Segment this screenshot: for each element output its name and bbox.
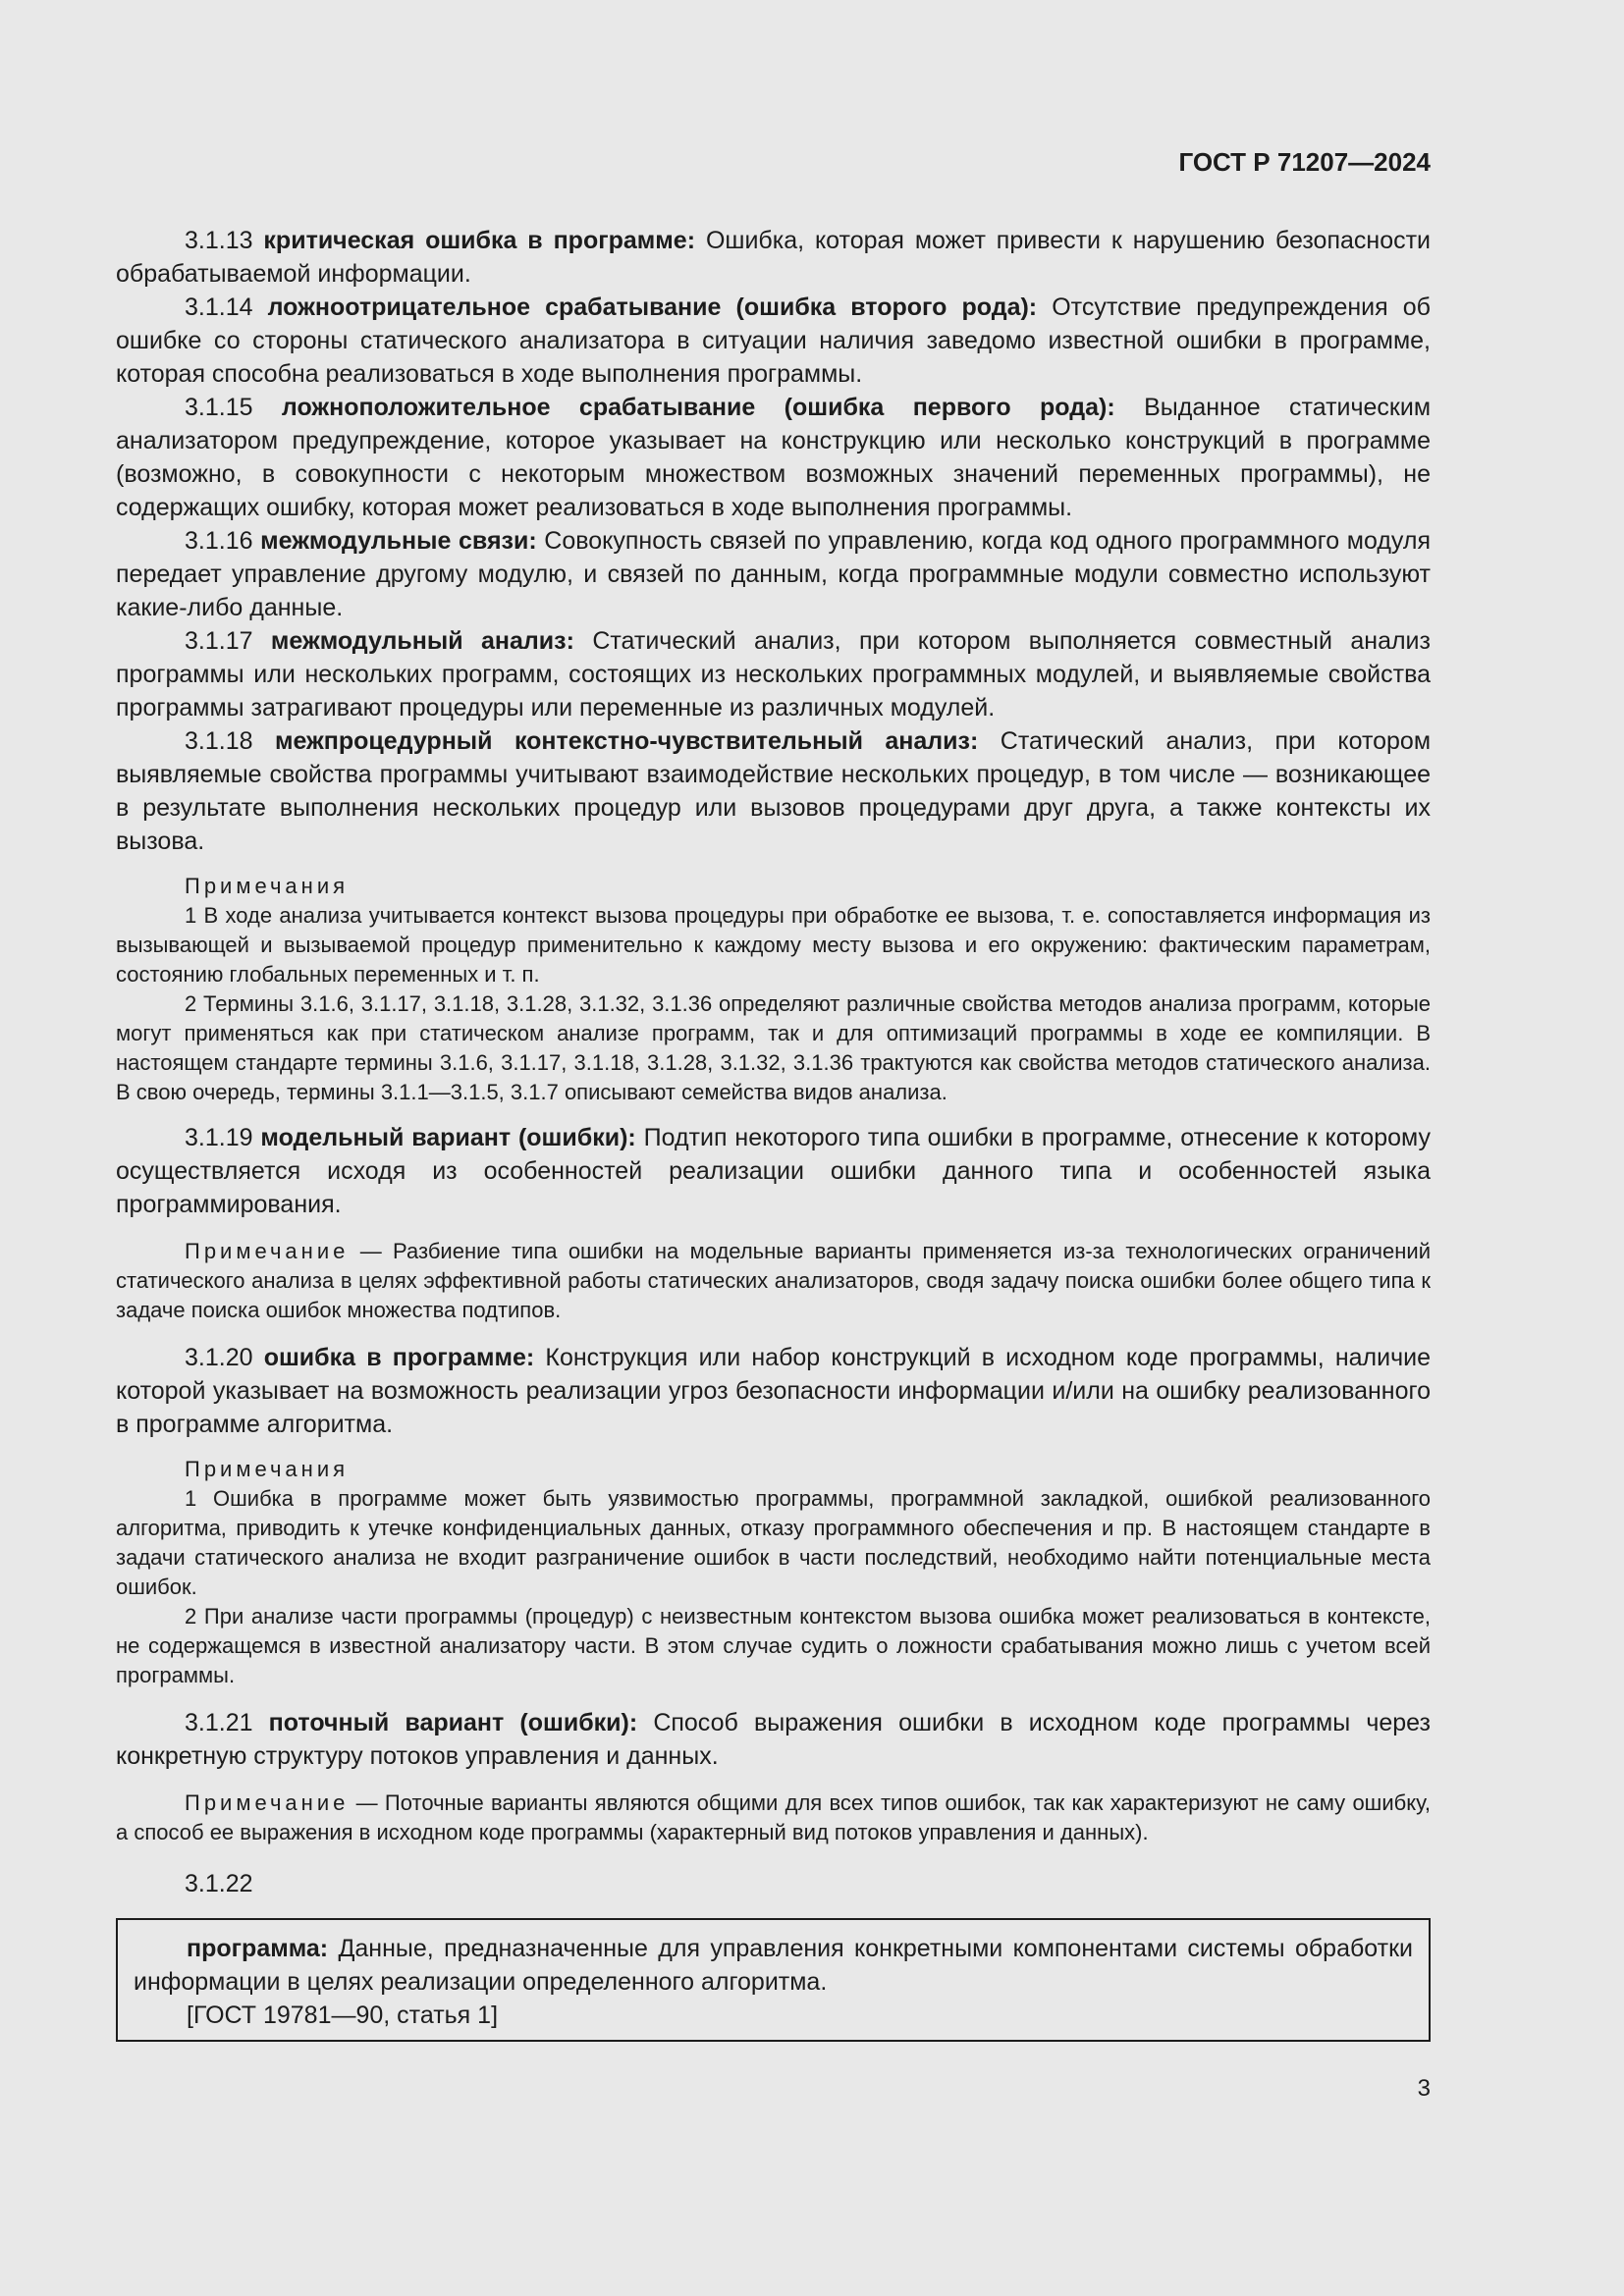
notes-block xyxy=(116,1455,1431,1690)
term-definition: Статический анализ, при котором выявляемые свойства программы учитывают взаимодействие нескольких процедур, в том числе — возникающее в результате выполнения нескольких процедур или вызовов процедурами друг друга, а также контексты их вызова. xyxy=(116,727,1432,855)
term-name: межпроцедурный контекстно-чувствительный анализ: xyxy=(274,727,979,755)
term-definition: Совокупность связей по управлению, когда код одного программного модуля передает управление другому модулю, и связей по данным, когда программные модули совместно используют какие-либо данные. xyxy=(116,527,1431,621)
term-definition: Статический анализ, при котором выполняется совместный анализ программы или нескольких программ, состоящих из нескольких программных модулей, и выявляемые свойства программы затрагивают процедуры или переменные из различных модулей. xyxy=(116,627,1431,721)
term-name: ложноотрицательное срабатывание (ошибка второго рода): xyxy=(267,294,1038,321)
term-number: 3.1.16 xyxy=(185,527,253,555)
terms-group xyxy=(116,224,1431,858)
term-number: 3.1.20 xyxy=(185,1344,253,1371)
term-entry xyxy=(116,1121,1431,1221)
term-number: 3.1.17 xyxy=(185,627,253,655)
note-text: — Поточные варианты являются общими для всех типов ошибок, так как характеризуют не саму ошибку, а способ ее выражения в исходном коде программы (характерный вид потоков управления и данных). xyxy=(116,1790,1431,1844)
term-source: [ГОСТ 19781—90, статья 1] xyxy=(187,2002,499,2029)
term-entry xyxy=(116,624,1431,724)
term-name: ошибка в программе: xyxy=(263,1344,535,1371)
term-number: 3.1.14 xyxy=(185,294,253,321)
term-entry xyxy=(116,291,1431,391)
note-label: Примечание xyxy=(185,1239,350,1263)
quoted-term-box xyxy=(116,1918,1431,2042)
term-number: 3.1.13 xyxy=(185,227,253,254)
term-definition: Отсутствие предупреждения об ошибке со стороны статического анализатора в ситуации наличия заведомо известной ошибки в программе, которая способна реализоваться в ходе выполнения программы. xyxy=(116,294,1432,388)
term-number: 3.1.18 xyxy=(185,727,253,755)
term-entry xyxy=(116,724,1431,858)
term-definition: Данные, предназначенные для управления конкретными компонентами системы обработки информации в целях реализации определенного алгоритма. xyxy=(134,1935,1413,1996)
term-definition: Выданное статическим анализатором предупреждение, которое указывает на конструкцию или несколько конструкций в программе (возможно, в совокупности с некоторым множеством возможных значений переменных программы), не содержащих ошибку, которая может реализоваться в ходе выполнения программы. xyxy=(116,394,1432,521)
notes-title: Примечания xyxy=(185,1457,350,1481)
term-entry xyxy=(116,391,1431,524)
page-number: 3 xyxy=(1417,2075,1431,2102)
term-definition: Подтип некоторого типа ошибки в программе, отнесение к которому осуществляется исходя из особенностей реализации ошибки данного типа и особенностей языка программирования. xyxy=(116,1124,1431,1218)
page-content xyxy=(116,224,1431,2042)
term-number: 3.1.22 xyxy=(185,1870,253,1897)
term-name: критическая ошибка в программе: xyxy=(263,227,696,254)
term-entry xyxy=(116,1341,1431,1441)
note-item: 2 Термины 3.1.6, 3.1.17, 3.1.18, 3.1.28, 3.1.32, 3.1.36 определяют различные свойства методов анализа программ, которые могут применяться как при статическом анализе программ, так и для оптимизаций программы в ходе ее компиляции. В настоящем стандарте термины 3.1.6, 3.1.17, 3.1.18, 3.1.28, 3.1.32, 3.1.36 трактуются как свойства методов статического анализа. В свою очередь, термины 3.1.1—3.1.5, 3.1.7 описывают семейства видов анализа. xyxy=(116,991,1431,1104)
term-definition: Конструкция или набор конструкций в исходном коде программы, наличие которой указывает на возможность реализации угроз безопасности информации и/или на ошибку реализованного в программе алгоритма. xyxy=(116,1344,1432,1438)
term-number: 3.1.15 xyxy=(185,394,253,421)
note-label: Примечание xyxy=(185,1790,350,1815)
term-name: ложноположительное срабатывание (ошибка первого рода): xyxy=(281,394,1115,421)
term-name: программа: xyxy=(187,1935,329,1962)
term-number: 3.1.21 xyxy=(185,1709,253,1736)
note-item xyxy=(116,1789,1431,1847)
note-item: 1 Ошибка в программе может быть уязвимостью программы, программной закладкой, ошибкой реализованного алгоритма, приводить к утечке конфиденциальных данных, отказу программного обеспечения и пр. В настоящем стандарте в задачи статического анализа не входит разграничение ошибок в части последствий, необходимо найти потенциальные места ошибок. xyxy=(116,1486,1431,1599)
document-header: ГОСТ Р 71207—2024 xyxy=(1178,147,1431,177)
note-block xyxy=(116,1789,1431,1847)
term-name: межмодульные связи: xyxy=(260,527,537,555)
term-entry xyxy=(116,1706,1431,1773)
term-number: 3.1.19 xyxy=(185,1124,253,1151)
note-item xyxy=(116,1237,1431,1325)
notes-block xyxy=(116,872,1431,1107)
term-name: межмодульный анализ: xyxy=(270,627,574,655)
term-entry xyxy=(116,524,1431,624)
note-item: 1 В ходе анализа учитывается контекст вызова процедуры при обработке ее вызова, т. е. сопоставляется информация из вызывающей и вызываемой процедур применительно к каждому месту вызова и его окружению: фактическим параметрам, состоянию глобальных переменных и т. п. xyxy=(116,903,1431,987)
term-entry xyxy=(116,224,1431,291)
note-item: 2 При анализе части программы (процедур) с неизвестным контекстом вызова ошибка может реализоваться в контексте, не содержащемся в известной анализатору части. В этом случае судить о ложности срабатывания можно лишь с учетом всей программы. xyxy=(116,1604,1431,1687)
note-text: — Разбиение типа ошибки на модельные варианты применяется из-за технологических ограничений статического анализа в целях эффективной работы статических анализаторов, сводя задачу поиска ошибки более общего типа к задаче поиска ошибок множества подтипов. xyxy=(116,1239,1431,1322)
notes-title: Примечания xyxy=(185,874,350,898)
note-block xyxy=(116,1237,1431,1325)
term-definition: Способ выражения ошибки в исходном коде программы через конкретную структуру потоков управления и данных. xyxy=(116,1709,1431,1770)
term-entry xyxy=(134,1932,1413,1999)
term-name: поточный вариант (ошибки): xyxy=(268,1709,638,1736)
term-definition: Ошибка, которая может привести к нарушению безопасности обрабатываемой информации. xyxy=(116,227,1432,288)
term-name: модельный вариант (ошибки): xyxy=(260,1124,636,1151)
